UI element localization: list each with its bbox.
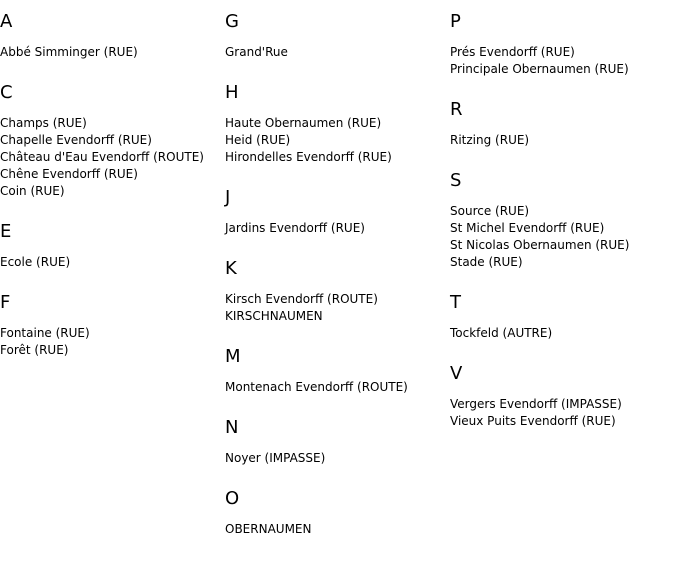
street-link[interactable]: Vergers Evendorff (IMPASSE) [450,397,622,411]
letter-heading: C [0,82,13,103]
street-link[interactable]: Hirondelles Evendorff (RUE) [225,150,392,164]
letter-heading: G [225,11,239,32]
street-link[interactable]: Champs (RUE) [0,116,87,130]
street-link[interactable]: Fontaine (RUE) [0,326,90,340]
letter-section [450,11,675,78]
street-list [450,44,675,78]
street-list [0,325,225,359]
street-list [225,115,450,166]
street-list [225,291,450,325]
street-link[interactable]: Noyer (IMPASSE) [225,451,326,465]
letter-section [0,221,225,271]
street-link[interactable]: Principale Obernaumen (RUE) [450,62,629,76]
street-link[interactable]: OBERNAUMEN [225,522,312,536]
street-list [450,325,675,342]
street-link[interactable]: Haute Obernaumen (RUE) [225,116,382,130]
letter-heading: P [450,11,461,32]
street-link[interactable]: Jardins Evendorff (RUE) [225,221,365,235]
street-list [0,44,225,61]
letter-section [450,99,675,149]
street-list [225,521,450,538]
street-link[interactable]: Vieux Puits Evendorff (RUE) [450,414,616,428]
street-link[interactable]: Montenach Evendorff (ROUTE) [225,380,408,394]
street-list [0,115,225,200]
letter-heading: T [450,292,461,313]
street-index-column-1 [0,11,225,380]
street-list [225,44,450,61]
letter-section [0,82,225,200]
street-list [225,450,450,467]
street-link[interactable]: KIRSCHNAUMEN [225,309,323,323]
street-list [225,220,450,237]
letter-heading: E [0,221,12,242]
street-link[interactable]: Heid (RUE) [225,133,291,147]
street-link[interactable]: St Michel Evendorff (RUE) [450,221,605,235]
letter-heading: N [225,417,239,438]
letter-section [0,292,225,359]
street-link[interactable]: Chapelle Evendorff (RUE) [0,133,152,147]
letter-heading: K [225,258,237,279]
letter-heading: M [225,346,241,367]
letter-section [225,82,450,166]
street-list [0,254,225,271]
street-link[interactable]: Coin (RUE) [0,184,65,198]
letter-section [225,488,450,538]
street-link[interactable]: Tockfeld (AUTRE) [450,326,553,340]
street-list [450,203,675,271]
letter-heading: R [450,99,463,120]
street-link[interactable]: Ritzing (RUE) [450,133,530,147]
letter-heading: J [225,187,231,208]
letter-section [450,170,675,271]
letter-heading: H [225,82,239,103]
letter-section [225,417,450,467]
letter-heading: A [0,11,13,32]
letter-heading: F [0,292,11,313]
letter-heading: V [450,363,463,384]
street-link[interactable]: Forêt (RUE) [0,343,69,357]
street-link[interactable]: Source (RUE) [450,204,530,218]
letter-heading: S [450,170,462,191]
street-link[interactable]: Château d'Eau Evendorff (ROUTE) [0,150,204,164]
letter-section [225,346,450,396]
letter-section [450,363,675,430]
letter-section [0,11,225,61]
letter-section [225,11,450,61]
street-link[interactable]: Prés Evendorff (RUE) [450,45,575,59]
letter-section [225,258,450,325]
street-index-column-3 [450,11,675,451]
street-link[interactable]: Chêne Evendorff (RUE) [0,167,138,181]
street-link[interactable]: Ecole (RUE) [0,255,71,269]
street-link[interactable]: Kirsch Evendorff (ROUTE) [225,292,378,306]
street-list [450,132,675,149]
street-link[interactable]: St Nicolas Obernaumen (RUE) [450,238,630,252]
letter-section [450,292,675,342]
street-list [450,396,675,430]
street-link[interactable]: Grand'Rue [225,45,288,59]
letter-section [225,187,450,237]
street-link[interactable]: Stade (RUE) [450,255,523,269]
letter-heading: O [225,488,240,509]
street-index-column-2 [225,11,450,559]
street-list [225,379,450,396]
street-link[interactable]: Abbé Simminger (RUE) [0,45,138,59]
